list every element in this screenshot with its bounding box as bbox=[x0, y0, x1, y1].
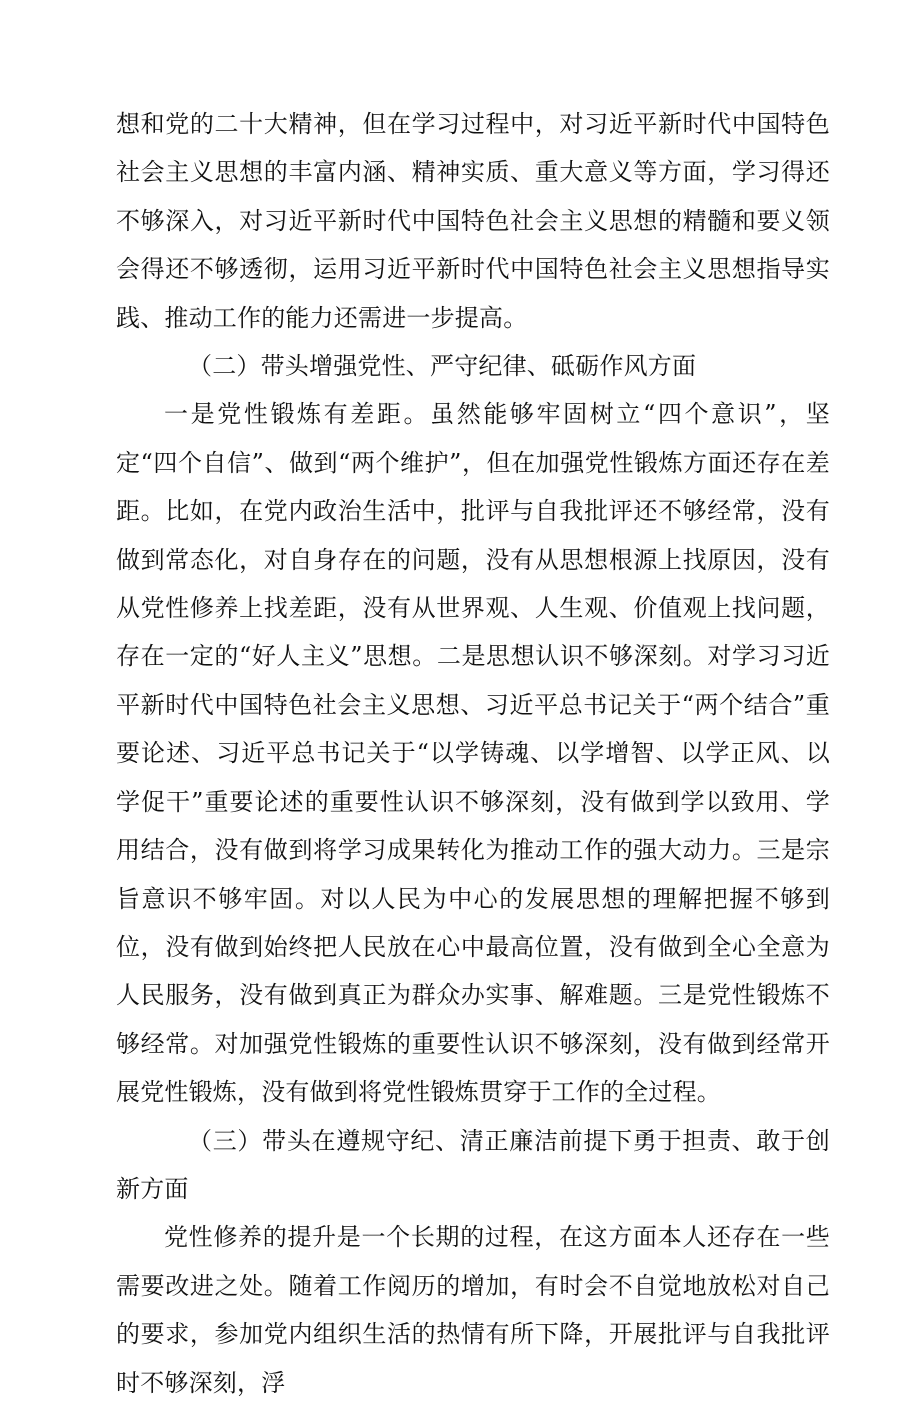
paragraph-party-cultivation: 党性修养的提升是一个长期的过程，在这方面本人还存在一些需要改进之处。随着工作阅历的增加，有时会不自觉地放松对自己的要求，参加党内组织生活的热情有所下降，开展批评与自我批评时不够深刻，浮 bbox=[116, 1223, 830, 1397]
section-heading-three: （三）带头在遵规守纪、清正廉洁前提下勇于担责、敢于创新方面 bbox=[116, 1126, 830, 1203]
document-body bbox=[116, 100, 830, 1407]
section-heading-two: （二）带头增强党性、严守纪律、砥砺作风方面 bbox=[188, 352, 697, 381]
paragraph-party-spirit: 一是党性锻炼有差距。虽然能够牢固树立“四个意识”，坚定“四个自信”、做到“两个维护”，但在加强党性锻炼方面还存在差距。比如，在党内政治生活中，批评与自我批评还不够经常，没有做到常态化，对自身存在的问题，没有从思想根源上找原因，没有从党性修养上找差距，没有从世界观、人生观、价值观上找问题，存在一定的“好人主义”思想。二是思想认识不够深刻。对学习习近平新时代中国特色社会主义思想、习近平总书记关于“两个结合”重要论述、习近平总书记关于“以学铸魂、以学增智、以学正风、以学促干”重要论述的重要性认识不够深刻，没有做到学以致用、学用结合，没有做到将学习成果转化为推动工作的强大动力。三是宗旨意识不够牢固。对以人民为中心的发展思想的理解把握不够到位，没有做到始终把人民放在心中最高位置，没有做到全心全意为人民服务，没有做到真正为群众办实事、解难题。三是党性锻炼不够经常。对加强党性锻炼的重要性认识不够深刻，没有做到经常开展党性锻炼，没有做到将党性锻炼贯穿于工作的全过程。 bbox=[116, 400, 830, 1107]
paragraph-study-continuation: 想和党的二十大精神，但在学习过程中，对习近平新时代中国特色社会主义思想的丰富内涵、精神实质、重大意义等方面，学习得还不够深入，对习近平新时代中国特色社会主义思想的精髓和要义领会得还不够透彻，运用习近平新时代中国特色社会主义思想指导实践、推动工作的能力还需进一步提高。 bbox=[116, 110, 830, 332]
